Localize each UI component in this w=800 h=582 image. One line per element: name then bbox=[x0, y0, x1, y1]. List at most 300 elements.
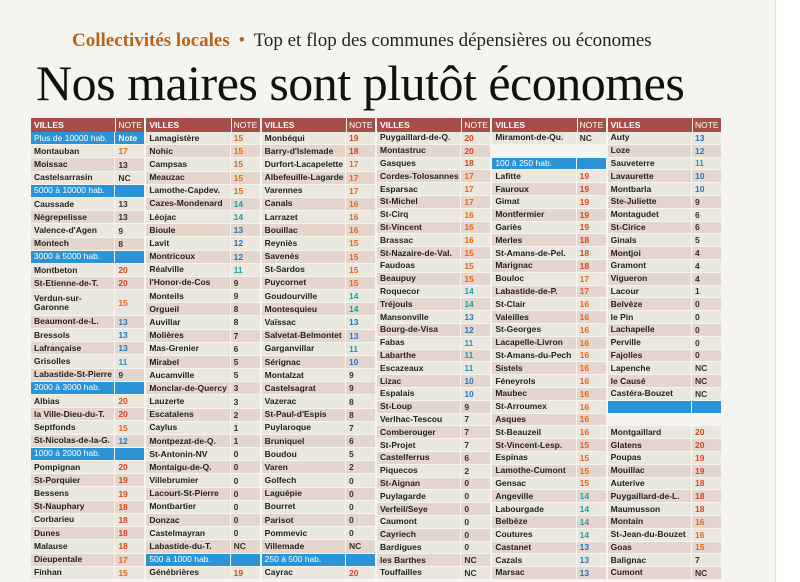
commune-name: Monbéqui bbox=[264, 132, 305, 143]
note-value: 19 bbox=[114, 487, 144, 499]
table-column bbox=[146, 118, 259, 580]
commune-name: Reyniès bbox=[264, 237, 298, 248]
note-value: 0 bbox=[345, 501, 375, 513]
commune-name: Montbartier bbox=[149, 501, 197, 512]
table-row bbox=[146, 540, 259, 553]
table-row bbox=[492, 542, 605, 555]
commune-name: Parisot bbox=[264, 514, 294, 525]
commune-name: Boudou bbox=[264, 448, 297, 459]
commune-name: Cayriech bbox=[379, 529, 416, 540]
commune-name: Réalville bbox=[149, 264, 184, 275]
note-value: 10 bbox=[691, 183, 721, 195]
commune-name: Puygaillard-de-Q. bbox=[379, 132, 451, 143]
table-row bbox=[262, 567, 375, 580]
commune-name: la Ville-Dieu-du-T. bbox=[34, 408, 105, 419]
note-value: 13 bbox=[345, 316, 375, 328]
note-value: 15 bbox=[576, 439, 606, 451]
note-value: 0 bbox=[691, 350, 721, 362]
headline: Nos maires sont plutôt économes bbox=[36, 55, 685, 111]
commune-name: Fajolles bbox=[610, 349, 643, 360]
note-value: 0 bbox=[460, 516, 490, 528]
table-row bbox=[608, 209, 721, 222]
table-row bbox=[146, 422, 259, 435]
commune-name: Lamagistère bbox=[149, 132, 200, 143]
note-value: 9 bbox=[230, 290, 260, 302]
note-value: 13 bbox=[576, 554, 606, 566]
table-row bbox=[146, 395, 259, 408]
table-row bbox=[31, 540, 144, 553]
note-value: 20 bbox=[114, 408, 144, 420]
note-value: 15 bbox=[576, 465, 606, 477]
table-row bbox=[262, 514, 375, 527]
table-row bbox=[146, 224, 259, 237]
note-value: 2 bbox=[460, 465, 490, 477]
note-value: 19 bbox=[691, 452, 721, 464]
commune-name: Dunes bbox=[34, 527, 60, 538]
note-value: 13 bbox=[114, 342, 144, 354]
table-row bbox=[492, 209, 605, 222]
commune-name: Donzac bbox=[149, 514, 180, 525]
band-label: 3000 à 5000 hab. bbox=[34, 251, 101, 262]
table-row bbox=[31, 277, 144, 290]
commune-name: Lavaurette bbox=[610, 170, 654, 181]
table-row bbox=[31, 355, 144, 368]
note-value: 16 bbox=[576, 350, 606, 362]
note-value: 6 bbox=[691, 209, 721, 221]
commune-name: Goas bbox=[610, 541, 632, 552]
table-row bbox=[31, 408, 144, 421]
table-row bbox=[492, 516, 605, 529]
table-row bbox=[262, 264, 375, 277]
commune-name: Gimat bbox=[495, 196, 520, 207]
table-row bbox=[377, 516, 490, 529]
table-row bbox=[262, 435, 375, 448]
table-row bbox=[31, 342, 144, 355]
note-value: NC bbox=[691, 388, 721, 400]
note-value: 9 bbox=[460, 401, 490, 413]
table-row bbox=[492, 170, 605, 183]
note-value: 8 bbox=[114, 238, 144, 250]
note-value: 0 bbox=[230, 527, 260, 539]
note-value: 18 bbox=[576, 234, 606, 246]
commune-name: Glatens bbox=[610, 439, 642, 450]
note-value: 13 bbox=[114, 329, 144, 341]
commune-name: Grisolles bbox=[34, 356, 71, 367]
table-row bbox=[262, 488, 375, 501]
note-value: 14 bbox=[576, 529, 606, 541]
commune-name: Bouloc bbox=[495, 273, 525, 284]
table-row bbox=[31, 487, 144, 500]
table-row bbox=[608, 183, 721, 196]
note-value: 8 bbox=[230, 303, 260, 315]
table-row bbox=[608, 145, 721, 158]
note-value: 0 bbox=[230, 448, 260, 460]
table-row bbox=[262, 158, 375, 171]
table-row bbox=[262, 501, 375, 514]
table-row bbox=[492, 273, 605, 286]
commune-name: Auvillar bbox=[149, 316, 181, 327]
commune-name: Montagudet bbox=[610, 209, 659, 220]
table-row bbox=[377, 260, 490, 273]
commune-name: Labourgade bbox=[495, 503, 544, 514]
commune-name: Montgaillard bbox=[610, 426, 662, 437]
table-spacer bbox=[608, 414, 721, 427]
note-value: 15 bbox=[345, 251, 375, 263]
commune-name: St-Sardos bbox=[264, 264, 305, 275]
commune-name: Sauveterre bbox=[610, 157, 655, 168]
commune-name: Puygaillard-de-L. bbox=[610, 490, 680, 501]
commune-name: Montjoi bbox=[610, 247, 641, 258]
header-villes: VILLES bbox=[264, 120, 295, 130]
table-row bbox=[492, 554, 605, 567]
note-value: 8 bbox=[230, 316, 260, 328]
table-row bbox=[31, 224, 144, 237]
table-row bbox=[492, 337, 605, 350]
note-value: 15 bbox=[576, 452, 606, 464]
table-row bbox=[146, 251, 259, 264]
note-value: 15 bbox=[460, 273, 490, 285]
note-value: 8 bbox=[345, 409, 375, 421]
note-value: 11 bbox=[114, 355, 144, 367]
table-row bbox=[608, 362, 721, 375]
table-row bbox=[262, 132, 375, 145]
note-value: 15 bbox=[230, 185, 260, 197]
commune-name: Cayrac bbox=[264, 567, 294, 578]
commune-name: Auty bbox=[610, 132, 630, 143]
commune-name: Labastide-du-T. bbox=[149, 540, 212, 551]
note-value: 11 bbox=[460, 362, 490, 374]
table-row bbox=[146, 303, 259, 316]
note-value: 16 bbox=[345, 198, 375, 210]
note-value: 4 bbox=[691, 273, 721, 285]
commune-name: Meauzac bbox=[149, 172, 185, 183]
table-row bbox=[377, 375, 490, 388]
commune-name: Cazes-Mondenard bbox=[149, 198, 223, 209]
table-row bbox=[377, 388, 490, 401]
note-value: 17 bbox=[345, 158, 375, 170]
note-value: 9 bbox=[230, 277, 260, 289]
note-value: NC bbox=[691, 375, 721, 387]
table-row bbox=[262, 382, 375, 395]
table-row bbox=[492, 183, 605, 196]
table-row bbox=[608, 234, 721, 247]
commune-name: Campsas bbox=[149, 158, 188, 169]
note-value: 19 bbox=[576, 222, 606, 234]
table-row bbox=[608, 567, 721, 580]
commune-name: Finhan bbox=[34, 567, 62, 578]
note-value: 20 bbox=[114, 277, 144, 289]
note-value: 9 bbox=[345, 369, 375, 381]
table-row bbox=[262, 527, 375, 540]
note-value: 20 bbox=[691, 426, 721, 438]
table-row bbox=[262, 316, 375, 329]
commune-name: Esparsac bbox=[379, 183, 418, 194]
commune-name: Castelsagrat bbox=[264, 382, 316, 393]
note-value: 19 bbox=[114, 474, 144, 486]
commune-name: Fauroux bbox=[495, 183, 529, 194]
band-label: 500 à 1000 hab. bbox=[149, 554, 211, 565]
table-row bbox=[146, 501, 259, 514]
table-row bbox=[492, 375, 605, 388]
note-value: 15 bbox=[576, 478, 606, 490]
header-note: NOTE bbox=[115, 118, 144, 132]
column-header bbox=[608, 118, 721, 132]
commune-name: Espalais bbox=[379, 388, 415, 399]
commune-name: Loze bbox=[610, 145, 631, 156]
table-row bbox=[608, 503, 721, 516]
table-row bbox=[262, 198, 375, 211]
table-row bbox=[31, 264, 144, 277]
note-value: 18 bbox=[691, 478, 721, 490]
table-row bbox=[262, 461, 375, 474]
table-row bbox=[262, 422, 375, 435]
commune-name: Gramont bbox=[610, 260, 647, 271]
table-row bbox=[377, 222, 490, 235]
commune-name: St-Michel bbox=[379, 196, 418, 207]
table-row bbox=[608, 529, 721, 542]
note-value: 12 bbox=[691, 145, 721, 157]
commune-name: Bessens bbox=[34, 488, 69, 499]
commune-name: Faudoas bbox=[379, 260, 415, 271]
commune-name: Montfermier bbox=[495, 209, 545, 220]
header-villes: VILLES bbox=[379, 120, 410, 130]
table-row bbox=[146, 237, 259, 250]
table-row bbox=[608, 311, 721, 324]
population-band bbox=[608, 401, 721, 414]
note-value: 5 bbox=[230, 356, 260, 368]
commune-name: Verdun-sur-Garonne bbox=[34, 292, 82, 312]
commune-name: Verlhac-Tescou bbox=[379, 413, 443, 424]
note-value: 14 bbox=[576, 490, 606, 502]
note-value: 5 bbox=[345, 448, 375, 460]
commune-name: Gasques bbox=[379, 157, 416, 168]
table-row bbox=[608, 375, 721, 388]
table-row bbox=[262, 343, 375, 356]
commune-name: Savenès bbox=[264, 251, 300, 262]
commune-name: St-Nicolas-de-la-G. bbox=[34, 435, 111, 446]
table-row bbox=[146, 356, 259, 369]
commune-name: St-Nazaire-de-Val. bbox=[379, 247, 452, 258]
note-value: 16 bbox=[576, 426, 606, 438]
table-row bbox=[146, 172, 259, 185]
commune-name: Gensac bbox=[495, 477, 527, 488]
note-value: 20 bbox=[345, 567, 375, 579]
note-value: 17 bbox=[114, 145, 144, 157]
table-row bbox=[608, 170, 721, 183]
commune-name: St-Jean-du-Bouzet bbox=[610, 529, 686, 540]
table-row bbox=[262, 369, 375, 382]
commune-name: Lamothe-Capdev. bbox=[149, 185, 221, 196]
table-row bbox=[31, 238, 144, 251]
note-value: 19 bbox=[345, 132, 375, 144]
table-row bbox=[377, 170, 490, 183]
population-band bbox=[31, 382, 144, 395]
commune-name: Barry-d'Islemade bbox=[264, 145, 334, 156]
note-value: 17 bbox=[345, 172, 375, 184]
subtitle: Top et flop des communes dépensières ou économes bbox=[253, 30, 652, 51]
note-value: 16 bbox=[576, 375, 606, 387]
table-row bbox=[377, 529, 490, 542]
header-note: NOTE bbox=[461, 118, 490, 132]
commune-name: Lauzerte bbox=[149, 396, 185, 407]
commune-name: Bressols bbox=[34, 329, 70, 340]
note-value: 6 bbox=[460, 452, 490, 464]
column-header bbox=[31, 118, 144, 132]
note-value: 13 bbox=[460, 311, 490, 323]
note-value: 12 bbox=[230, 237, 260, 249]
table-row bbox=[31, 554, 144, 567]
note-value: 9 bbox=[114, 369, 144, 381]
commune-name: Vazerac bbox=[264, 396, 297, 407]
note-value: 15 bbox=[345, 264, 375, 276]
commune-name: Molières bbox=[149, 330, 184, 341]
table-row bbox=[608, 222, 721, 235]
band-note bbox=[691, 401, 721, 413]
population-band bbox=[492, 158, 605, 171]
commune-name: Nègrepelisse bbox=[34, 211, 87, 222]
table-row bbox=[492, 286, 605, 299]
commune-name: Montech bbox=[34, 238, 69, 249]
commune-name: St-Etienne-de-T. bbox=[34, 277, 99, 288]
note-value: 0 bbox=[691, 311, 721, 323]
note-value: 8 bbox=[345, 395, 375, 407]
commune-name: Orgueil bbox=[149, 303, 180, 314]
table-row bbox=[377, 337, 490, 350]
population-band bbox=[31, 251, 144, 264]
commune-name: St-Beauzeil bbox=[495, 426, 542, 437]
table-column bbox=[492, 118, 605, 580]
table-row bbox=[262, 185, 375, 198]
table-row bbox=[492, 401, 605, 414]
note-value: 0 bbox=[460, 542, 490, 554]
note-value: 17 bbox=[114, 554, 144, 566]
note-value: 16 bbox=[460, 222, 490, 234]
table-row bbox=[608, 260, 721, 273]
table-row bbox=[608, 465, 721, 478]
table-row bbox=[146, 330, 259, 343]
table-row bbox=[377, 465, 490, 478]
note-value: 11 bbox=[460, 337, 490, 349]
table-row bbox=[146, 369, 259, 382]
note-value: 17 bbox=[460, 196, 490, 208]
note-value: 12 bbox=[114, 435, 144, 447]
table-row bbox=[377, 350, 490, 363]
table-row bbox=[31, 435, 144, 448]
table-row bbox=[608, 350, 721, 363]
note-value: 16 bbox=[576, 298, 606, 310]
table-row bbox=[146, 211, 259, 224]
table-row bbox=[31, 514, 144, 527]
table-column bbox=[262, 118, 375, 580]
band-note: Note bbox=[114, 132, 144, 144]
commune-name: Garganvillar bbox=[264, 343, 315, 354]
table-row bbox=[146, 158, 259, 171]
note-value: 13 bbox=[114, 198, 144, 210]
note-value: NC bbox=[460, 567, 490, 579]
commune-name: St-Amans-de-Pel. bbox=[495, 247, 566, 258]
table-row bbox=[608, 439, 721, 452]
table-row bbox=[492, 362, 605, 375]
note-value: 19 bbox=[576, 170, 606, 182]
note-value: 15 bbox=[114, 421, 144, 433]
commune-name: Castelmayran bbox=[149, 527, 206, 538]
commune-name: Labastide-St-Pierre bbox=[34, 369, 112, 380]
rankings-tables bbox=[31, 118, 721, 580]
table-row bbox=[608, 478, 721, 491]
table-row bbox=[492, 222, 605, 235]
commune-name: Lavit bbox=[149, 237, 170, 248]
note-value: 14 bbox=[345, 290, 375, 302]
note-value: 10 bbox=[460, 388, 490, 400]
commune-name: St-Georges bbox=[495, 324, 542, 335]
note-value: 14 bbox=[460, 286, 490, 298]
table-row bbox=[146, 316, 259, 329]
table-row bbox=[262, 211, 375, 224]
table-column bbox=[31, 118, 144, 580]
commune-name: Beaumont-de-L. bbox=[34, 316, 99, 327]
table-row bbox=[262, 290, 375, 303]
commune-name: Caussade bbox=[34, 198, 75, 209]
header-villes: VILLES bbox=[149, 120, 180, 130]
note-value: 3 bbox=[230, 395, 260, 407]
note-value: 15 bbox=[114, 290, 144, 314]
table-row bbox=[608, 132, 721, 145]
commune-name: St-Cirice bbox=[610, 221, 646, 232]
table-row bbox=[31, 527, 144, 540]
commune-name: Fabas bbox=[379, 337, 405, 348]
table-row bbox=[492, 388, 605, 401]
table-row bbox=[146, 277, 259, 290]
commune-name: Villemade bbox=[264, 540, 305, 551]
table-row bbox=[377, 311, 490, 324]
band-note bbox=[230, 554, 260, 566]
note-value: 6 bbox=[691, 222, 721, 234]
commune-name: Miramont-de-Qu. bbox=[495, 132, 564, 143]
note-value: 16 bbox=[345, 211, 375, 223]
note-value: 17 bbox=[460, 170, 490, 182]
note-value: 13 bbox=[345, 330, 375, 342]
commune-name: Bouillac bbox=[264, 224, 298, 235]
table-row bbox=[146, 343, 259, 356]
commune-name: Gariès bbox=[495, 221, 522, 232]
commune-name: Brassac bbox=[379, 234, 414, 245]
note-value: 16 bbox=[576, 337, 606, 349]
table-row bbox=[377, 503, 490, 516]
commune-name: le Pin bbox=[610, 311, 634, 322]
table-row bbox=[492, 298, 605, 311]
commune-name: Marignac bbox=[495, 260, 533, 271]
commune-name: Bruniquel bbox=[264, 435, 305, 446]
commune-name: Poupas bbox=[610, 452, 642, 463]
table-rows bbox=[492, 132, 605, 580]
note-value: 19 bbox=[576, 183, 606, 195]
band-label: Plus de 10000 hab. bbox=[34, 132, 108, 143]
note-value: 11 bbox=[230, 264, 260, 276]
commune-name: les Barthes bbox=[379, 554, 426, 565]
band-note bbox=[114, 251, 144, 263]
table-spacer bbox=[492, 145, 605, 158]
commune-name: Caumont bbox=[379, 516, 417, 527]
commune-name: Beaupuy bbox=[379, 273, 416, 284]
header-note: NOTE bbox=[346, 118, 375, 132]
commune-name: Monteils bbox=[149, 290, 184, 301]
note-value: 1 bbox=[230, 435, 260, 447]
commune-name: Léojac bbox=[149, 211, 177, 222]
table-row bbox=[262, 145, 375, 158]
commune-name: Montastruc bbox=[379, 145, 426, 156]
note-value: 5 bbox=[230, 369, 260, 381]
table-row bbox=[608, 324, 721, 337]
